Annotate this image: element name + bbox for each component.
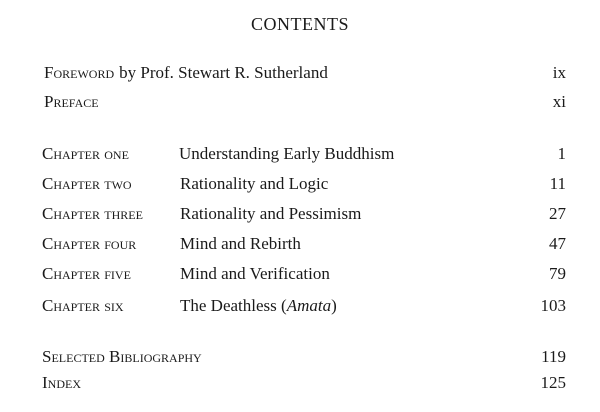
chapter-title: Understanding Early Buddhism: [179, 144, 395, 163]
toc-entry-chapter-five[interactable]: [0, 262, 600, 286]
page-number: 103: [540, 296, 566, 315]
chapter-title: Mind and Verification: [180, 264, 330, 283]
chapter-title: Mind and Rebirth: [180, 234, 301, 253]
index-label: Index: [42, 373, 81, 392]
toc-entry-chapter-two[interactable]: [0, 172, 600, 196]
page-number: 79: [549, 264, 566, 283]
chapter-label: Chapter five: [42, 264, 131, 283]
foreword-author: by Prof. Stewart R. Sutherland: [119, 63, 328, 82]
page-number: 1: [557, 144, 566, 163]
toc-entry-preface[interactable]: [0, 90, 600, 114]
chapter-label: Chapter three: [42, 204, 143, 223]
foreword-label: Foreword: [44, 63, 115, 82]
page-number: 47: [549, 234, 566, 253]
toc-entry-chapter-one[interactable]: [0, 142, 600, 166]
bibliography-label: Selected Bibliography: [42, 347, 202, 366]
chapter-label: Chapter two: [42, 174, 132, 193]
chapter-title-italic: Amata: [286, 296, 332, 315]
toc-entry-chapter-three[interactable]: [0, 202, 600, 226]
page-number: xi: [552, 92, 566, 111]
page-number: 27: [549, 204, 566, 223]
chapter-label: Chapter four: [42, 234, 137, 253]
chapter-title-close: ): [331, 296, 337, 315]
chapter-title-main: The Deathless (: [180, 296, 287, 315]
toc-entry-chapter-six[interactable]: [0, 294, 600, 318]
toc-entry-foreword[interactable]: [0, 61, 600, 85]
page-number: 125: [540, 373, 566, 392]
entry-label: [44, 61, 328, 85]
contents-heading: CONTENTS: [251, 14, 349, 34]
page-number: 119: [541, 347, 566, 366]
toc-entry-bibliography[interactable]: [0, 345, 600, 369]
toc-entry-index[interactable]: [0, 371, 600, 395]
chapter-label: Chapter one: [42, 144, 129, 163]
chapter-title: Rationality and Logic: [180, 174, 329, 193]
chapter-title: Rationality and Pessimism: [180, 204, 362, 223]
chapter-title: [180, 294, 337, 318]
page-number: ix: [552, 63, 566, 82]
toc-entry-chapter-four[interactable]: [0, 232, 600, 256]
page-number: 11: [549, 174, 566, 193]
preface-label: Preface: [44, 92, 99, 111]
chapter-label: Chapter six: [42, 296, 124, 315]
